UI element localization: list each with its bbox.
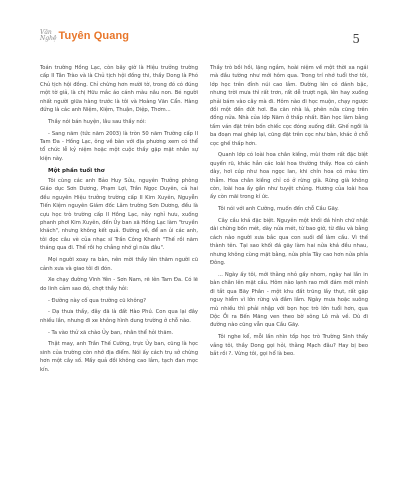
article-paragraph: Toán trường Hồng Lạc, còn bây giờ là Hiệu trưởng trường cấp II Tân Trào và là Chủ tịch hội đồng thi, thầy Dong là Phó Chủ tịch hội đồng. Chỉ chừng hơn mười tờ, trong đó có đúng một tờ giả, là chị Hữu mắc áo cánh màu nâu non. Bé người nhất người giữa hàng trước là tôi và Hoàng Văn Cẩn. Hàng đứng là các anh Niệm, Kiệm, Thuận, Diệp, Thơm... <box>40 65 198 114</box>
masthead-logo-bottom: Nghệ <box>40 35 57 42</box>
magazine-masthead <box>40 30 129 42</box>
article-paragraph: Tôi cùng các anh Bảo Huy Sửu, nguyên Trưởng phòng Giáo dục Sơn Dương, Phạm Lợi, Trần Ngọc Duyên, cả hai đều nguyên Hiệu trưởng trường cấp II Kim Xuyên, Nguyễn Tiến Kiệm nguyên Giám đốc Lâm trường Sơn Dương, đều là cựu học trò trường cấp II Hồng Lạc, này nghỉ hưu, xuống phanh phơi Kim Xuyên, đến Ủy ban xã Hồng Lạc làm "truyền khách", nhưng không kết quả. Đường về, để an ủi các anh, tôi đọc câu vè của nhạc sĩ Trần Công Khanh "Thế rồi năm tháng qua đi. Thế rồi họ chẳng nhớ gì nữa đâu". <box>40 178 198 252</box>
article-paragraph: - Đường này cố qua trường cũ không? <box>48 297 146 304</box>
section-heading: Một phần tuổi thơ <box>48 167 105 174</box>
masthead-logo-small <box>40 30 57 42</box>
article-paragraph: Xe chạy đường Vĩnh Yên - Sơn Nam, rẽ lên Tam Đa. Có lẽ do linh cảm sao đó, chợt thầy hỏi: <box>40 277 198 292</box>
article-paragraph: Thật may, anh Trần Thế Cường, trực Ủy ban, cũng là học sinh của trường còn nhớ địa điểm. Nói ấy cách trụ sở chừng hơn một cây số. Mấy quả đồi không cao lắm, tạch đan mọc kín. <box>40 341 198 373</box>
page-number: 5 <box>352 32 360 46</box>
article-body <box>40 64 368 377</box>
article-paragraph: Thầy nói bán huyện, lâu sau thầy nói: <box>48 118 146 125</box>
article-paragraph: - Dạ thưa thầy, đây đã là đất Hào Phú. Con qua lại đây nhiều lần, nhưng đi xe không hình dung trường ở chỗ nào. <box>40 309 198 324</box>
article-paragraph: Tôi nghe kể, mỗi lần nhìn tốp học trò Trường Sinh thấy vắng tôi, thầy Dong gọi hỏi, thằng Mạch đâu? Hay bị beo bắt rồi ?. Vừng tôi, gọi hổ là beo. <box>210 334 368 357</box>
article-paragraph: Tôi nói với anh Cường, muốn đến chỗ Cầu Gãy. <box>218 206 339 213</box>
masthead-logo-main: Tuyên Quang <box>58 30 130 42</box>
article-paragraph: Cây cầu khá đặc biệt. Nguyên một khối đá hình chữ nhật dài chừng bốn mét, dày nửa mét, từ bao giờ, từ đâu và bằng cách nào người xưa bắc qua con suối để làm cầu. Vì thế thành tên. Tại sao khối đá gãy làm hai nửa khá đều nhau, nhưng không cùng mặt bằng, nửa phía Tây cao hơn nửa phía Đông. <box>210 218 368 267</box>
article-left-column <box>40 64 198 377</box>
article-paragraph: Mọi người xoay ra bàn, nên mời thầy lên thăm người cũ cảnh xưa và giao tôi đi đón. <box>40 257 198 272</box>
masthead-logo-top: Văn <box>40 29 52 36</box>
article-paragraph: - Sang năm (tức năm 2003) là tròn 50 năm Trường cấp II Tam Đa - Hồng Lạc, ông về bàn với địa phương xem có thể tổ chức lễ kỷ niệm hoặc một cuộc thầy gặp mặt nhân sự kiện này. <box>40 130 198 162</box>
article-paragraph: ... Ngày ấy tôi, mới thằng nhỏ gầy nhom, ngày hai lần in bàn chân lên mặt cầu. Hôm nào lạnh rao mới đám mới mình đi tắt qua Bãy Phân - một khu đất trũng lầy thụt, rất gặp nguy hiểm vì lớn rừng và đầm lầm. Ngày mưa hoặc suông mù nhiều thì phải nhập với bọn học trò lớn tuổi hơn, qua Dộc Ồi ra Bến Măng ven theo bờ sông Lô mà về. Dù đi đường nào cũng vẫn qua Cầu Gãy. <box>210 271 368 329</box>
article-paragraph: Thầy trò bồi hồi, lặng ngắm, hoài niệm về một thời xa ngái mà đầu tường như mới hôm qua. Trong trí nhớ tuổi thơ tôi, lớp học trên đỉnh núi cao lắm. Đường lên có đánh bậc, nhưng trời mưa thì rất trơn, rất dễ trượt ngã, lên hay xuống phải bám vào cây mà đi. Hôm nào đi học muộn, chạy ngược đồi một đến đứt hơi. Ba căn nhà lá, phên nứa cũng trên đồng nửa. Nhà của lớp Năm ở thấp nhất. Bàn học làm bằng tấm ván đặt trên bốn chiếc cọc đóng xuống đất. Ghế ngồi là ba đoạn mai ghép lại, cũng đặt trên cọc như bàn, khác ở chỗ cọc ghế thấp hơn. <box>210 65 369 147</box>
article-paragraph: Quanh lớp có loài hoa chân kiềng, mùi thơm rất đặc biệt quyến rũ, khác hẳn các loài hoa thường thấy. Hoa có cánh dày, hơi cúp như hoa ngọc lan, khi chín hoa có màu tím thẫm. Hoa chân kiềng chỉ có ở rừng già. Rừng già không còn, loài hoa ấy gần như tuyệt chủng. Hương của loài hoa ấy còn mãi trong kí ức. <box>210 152 368 201</box>
article-right-column <box>210 64 368 377</box>
article-paragraph: - Ta vào thử xã chào Ủy ban, nhân thể hỏi thăm. <box>48 329 174 336</box>
